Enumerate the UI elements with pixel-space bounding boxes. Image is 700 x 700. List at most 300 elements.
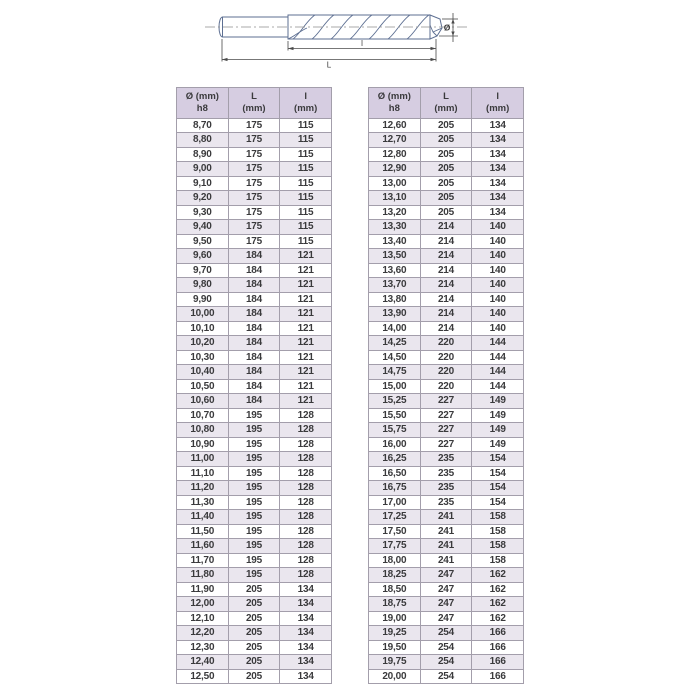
- table-cell: 149: [472, 408, 524, 423]
- table-cell: 14,00: [369, 321, 421, 336]
- table-row: [177, 524, 332, 539]
- table-cell: 121: [280, 350, 332, 365]
- table-cell: 175: [228, 205, 280, 220]
- table-row: [177, 336, 332, 351]
- table-row: [369, 524, 524, 539]
- table-cell: 149: [472, 423, 524, 438]
- table-cell: 235: [420, 481, 472, 496]
- table-cell: 17,25: [369, 510, 421, 525]
- table-cell: 134: [280, 640, 332, 655]
- table-cell: 214: [420, 263, 472, 278]
- table-cell: 121: [280, 292, 332, 307]
- table-cell: 205: [228, 582, 280, 597]
- table-row: [369, 321, 524, 336]
- table-row: [177, 539, 332, 554]
- table-cell: 11,40: [177, 510, 229, 525]
- table-row: [177, 278, 332, 293]
- table-cell: 214: [420, 220, 472, 235]
- table-cell: 184: [228, 394, 280, 409]
- table-cell: 12,60: [369, 118, 421, 133]
- table-cell: 17,75: [369, 539, 421, 554]
- table-cell: 205: [228, 626, 280, 641]
- table-row: [369, 133, 524, 148]
- table-row: [369, 669, 524, 684]
- table-cell: 195: [228, 553, 280, 568]
- table-cell: 13,00: [369, 176, 421, 191]
- table-row: [177, 452, 332, 467]
- table-row: [177, 307, 332, 322]
- table-cell: 121: [280, 321, 332, 336]
- table-cell: 214: [420, 292, 472, 307]
- table-cell: 214: [420, 321, 472, 336]
- table-cell: 12,90: [369, 162, 421, 177]
- table-cell: 158: [472, 553, 524, 568]
- table-cell: 9,80: [177, 278, 229, 293]
- table-cell: 134: [472, 191, 524, 206]
- table-cell: 14,50: [369, 350, 421, 365]
- table-cell: 235: [420, 452, 472, 467]
- table-cell: 195: [228, 437, 280, 452]
- table-cell: 18,25: [369, 568, 421, 583]
- table-cell: 205: [420, 205, 472, 220]
- table-row: [177, 495, 332, 510]
- table-cell: 184: [228, 292, 280, 307]
- table-cell: 235: [420, 466, 472, 481]
- table-row: [369, 205, 524, 220]
- table-row: [177, 640, 332, 655]
- table-row: [369, 611, 524, 626]
- table-cell: 205: [420, 176, 472, 191]
- table-cell: 16,75: [369, 481, 421, 496]
- table-row: [369, 466, 524, 481]
- table-cell: 14,25: [369, 336, 421, 351]
- table-cell: 10,30: [177, 350, 229, 365]
- col-header-flute-length: l (mm): [472, 88, 524, 119]
- table-cell: 10,10: [177, 321, 229, 336]
- table-cell: 175: [228, 191, 280, 206]
- table-row: [369, 495, 524, 510]
- table-cell: 166: [472, 626, 524, 641]
- table-row: [177, 597, 332, 612]
- table-cell: 149: [472, 437, 524, 452]
- table-cell: 10,70: [177, 408, 229, 423]
- table-cell: 214: [420, 307, 472, 322]
- table-cell: 195: [228, 452, 280, 467]
- table-row: [369, 118, 524, 133]
- table-row: [177, 234, 332, 249]
- col-header-overall-length: L (mm): [228, 88, 280, 119]
- table-cell: 15,75: [369, 423, 421, 438]
- table-cell: 254: [420, 626, 472, 641]
- table-cell: 13,80: [369, 292, 421, 307]
- table-cell: 184: [228, 307, 280, 322]
- table-cell: 195: [228, 510, 280, 525]
- table-cell: 214: [420, 249, 472, 264]
- table-cell: 134: [280, 597, 332, 612]
- table-cell: 18,50: [369, 582, 421, 597]
- table-cell: 227: [420, 394, 472, 409]
- table-cell: 13,90: [369, 307, 421, 322]
- table-cell: 12,70: [369, 133, 421, 148]
- table-row: [369, 452, 524, 467]
- table-cell: 134: [472, 205, 524, 220]
- table-cell: 184: [228, 321, 280, 336]
- table-cell: 140: [472, 249, 524, 264]
- table-cell: 9,30: [177, 205, 229, 220]
- table-cell: 20,00: [369, 669, 421, 684]
- table-cell: 128: [280, 539, 332, 554]
- table-row: [369, 626, 524, 641]
- table-row: [177, 220, 332, 235]
- table-cell: 205: [228, 611, 280, 626]
- table-cell: 149: [472, 394, 524, 409]
- drill-size-table-left: [176, 87, 332, 684]
- table-cell: 162: [472, 611, 524, 626]
- table-cell: 10,80: [177, 423, 229, 438]
- table-cell: 134: [280, 582, 332, 597]
- table-cell: 12,10: [177, 611, 229, 626]
- table-cell: 140: [472, 263, 524, 278]
- col-header-diameter-unit: Ø (mm): [185, 90, 219, 102]
- table-cell: 134: [472, 118, 524, 133]
- table-cell: 128: [280, 408, 332, 423]
- table-cell: 195: [228, 408, 280, 423]
- table-cell: 12,50: [177, 669, 229, 684]
- table-cell: 11,20: [177, 481, 229, 496]
- table-cell: 205: [420, 162, 472, 177]
- table-cell: 254: [420, 640, 472, 655]
- table-row: [369, 307, 524, 322]
- col-header-diameter: [177, 88, 229, 119]
- table-row: [177, 423, 332, 438]
- table-row: [177, 365, 332, 380]
- table-row: [177, 205, 332, 220]
- table-cell: 158: [472, 539, 524, 554]
- table-cell: 10,40: [177, 365, 229, 380]
- table-row: [177, 133, 332, 148]
- table-row: [369, 597, 524, 612]
- table-row: [177, 292, 332, 307]
- table-header-row: [369, 88, 524, 119]
- table-cell: 184: [228, 278, 280, 293]
- table-cell: 9,70: [177, 263, 229, 278]
- table-cell: 184: [228, 350, 280, 365]
- table-cell: 140: [472, 234, 524, 249]
- table-cell: 14,75: [369, 365, 421, 380]
- table-cell: 247: [420, 582, 472, 597]
- table-cell: 121: [280, 278, 332, 293]
- table-cell: 205: [420, 118, 472, 133]
- table-cell: 241: [420, 553, 472, 568]
- table-cell: 195: [228, 423, 280, 438]
- table-cell: 9,90: [177, 292, 229, 307]
- table-cell: 9,40: [177, 220, 229, 235]
- table-cell: 195: [228, 568, 280, 583]
- table-cell: 247: [420, 568, 472, 583]
- table-row: [177, 626, 332, 641]
- table-cell: 158: [472, 524, 524, 539]
- table-cell: 205: [228, 597, 280, 612]
- table-cell: 128: [280, 568, 332, 583]
- table-cell: 195: [228, 524, 280, 539]
- table-cell: 16,50: [369, 466, 421, 481]
- table-cell: 166: [472, 655, 524, 670]
- table-cell: 175: [228, 162, 280, 177]
- table-cell: 10,50: [177, 379, 229, 394]
- table-cell: 175: [228, 147, 280, 162]
- table-row: [177, 249, 332, 264]
- table-row: [177, 147, 332, 162]
- table-body-left: [177, 118, 332, 684]
- table-cell: 9,00: [177, 162, 229, 177]
- table-cell: 184: [228, 249, 280, 264]
- table-row: [177, 669, 332, 684]
- table-cell: 11,30: [177, 495, 229, 510]
- table-cell: 15,00: [369, 379, 421, 394]
- table-row: [177, 263, 332, 278]
- table-cell: 13,30: [369, 220, 421, 235]
- flute-length-label: l: [361, 39, 363, 48]
- table-cell: 154: [472, 452, 524, 467]
- table-cell: 18,75: [369, 597, 421, 612]
- table-row: [369, 481, 524, 496]
- table-row: [369, 655, 524, 670]
- table-row: [177, 510, 332, 525]
- table-cell: 8,90: [177, 147, 229, 162]
- table-cell: 13,20: [369, 205, 421, 220]
- table-row: [369, 336, 524, 351]
- table-cell: 134: [280, 669, 332, 684]
- table-cell: 227: [420, 408, 472, 423]
- table-row: [369, 191, 524, 206]
- table-cell: 13,70: [369, 278, 421, 293]
- table-cell: 115: [280, 162, 332, 177]
- table-cell: 235: [420, 495, 472, 510]
- table-cell: 121: [280, 249, 332, 264]
- table-cell: 195: [228, 481, 280, 496]
- table-cell: 15,50: [369, 408, 421, 423]
- table-cell: 254: [420, 655, 472, 670]
- table-cell: 128: [280, 452, 332, 467]
- table-cell: 121: [280, 307, 332, 322]
- table-cell: 128: [280, 510, 332, 525]
- table-cell: 128: [280, 495, 332, 510]
- table-cell: 8,80: [177, 133, 229, 148]
- col-header-diameter-tolerance: h8: [196, 102, 208, 114]
- table-row: [369, 394, 524, 409]
- table-row: [177, 655, 332, 670]
- table-cell: 184: [228, 336, 280, 351]
- table-cell: 205: [420, 133, 472, 148]
- table-cell: 184: [228, 365, 280, 380]
- table-cell: 241: [420, 539, 472, 554]
- table-cell: 144: [472, 379, 524, 394]
- table-cell: 15,25: [369, 394, 421, 409]
- table-row: [369, 350, 524, 365]
- table-cell: 19,50: [369, 640, 421, 655]
- table-row: [177, 350, 332, 365]
- table-row: [369, 147, 524, 162]
- table-cell: 115: [280, 220, 332, 235]
- table-row: [177, 191, 332, 206]
- table-row: [177, 437, 332, 452]
- table-cell: 121: [280, 379, 332, 394]
- table-row: [177, 408, 332, 423]
- table-cell: 134: [280, 611, 332, 626]
- table-cell: 12,30: [177, 640, 229, 655]
- table-body-right: [369, 118, 524, 684]
- table-cell: 128: [280, 481, 332, 496]
- table-cell: 121: [280, 365, 332, 380]
- table-header-row: [177, 88, 332, 119]
- table-cell: 195: [228, 466, 280, 481]
- table-cell: 134: [472, 133, 524, 148]
- table-cell: 115: [280, 234, 332, 249]
- table-cell: 140: [472, 292, 524, 307]
- drill-bit-diagram: [195, 3, 485, 69]
- table-cell: 11,90: [177, 582, 229, 597]
- table-cell: 140: [472, 321, 524, 336]
- table-row: [369, 220, 524, 235]
- table-cell: 140: [472, 278, 524, 293]
- table-row: [177, 466, 332, 481]
- table-cell: 11,60: [177, 539, 229, 554]
- table-cell: 16,00: [369, 437, 421, 452]
- table-cell: 13,40: [369, 234, 421, 249]
- table-cell: 175: [228, 176, 280, 191]
- table-cell: 162: [472, 597, 524, 612]
- table-row: [369, 553, 524, 568]
- table-cell: 128: [280, 437, 332, 452]
- table-cell: 13,60: [369, 263, 421, 278]
- table-cell: 19,25: [369, 626, 421, 641]
- table-cell: 175: [228, 234, 280, 249]
- table-cell: 241: [420, 524, 472, 539]
- table-row: [369, 292, 524, 307]
- drill-size-table-right: [368, 87, 524, 684]
- table-cell: 17,00: [369, 495, 421, 510]
- table-cell: 128: [280, 423, 332, 438]
- table-cell: 205: [228, 669, 280, 684]
- table-cell: 247: [420, 611, 472, 626]
- col-header-flute-length: l (mm): [280, 88, 332, 119]
- table-cell: 17,50: [369, 524, 421, 539]
- table-row: [177, 162, 332, 177]
- table-cell: 128: [280, 466, 332, 481]
- table-cell: 227: [420, 423, 472, 438]
- table-cell: 175: [228, 133, 280, 148]
- table-cell: 214: [420, 234, 472, 249]
- table-row: [177, 553, 332, 568]
- table-cell: 12,00: [177, 597, 229, 612]
- table-cell: 220: [420, 336, 472, 351]
- table-cell: 247: [420, 597, 472, 612]
- table-cell: 121: [280, 394, 332, 409]
- table-cell: 220: [420, 350, 472, 365]
- table-row: [369, 539, 524, 554]
- table-row: [369, 162, 524, 177]
- table-cell: 134: [280, 626, 332, 641]
- table-cell: 115: [280, 191, 332, 206]
- table-cell: 121: [280, 336, 332, 351]
- overall-length-label: L: [326, 60, 332, 69]
- table-cell: 12,40: [177, 655, 229, 670]
- table-cell: 162: [472, 568, 524, 583]
- table-row: [369, 379, 524, 394]
- table-row: [177, 394, 332, 409]
- table-cell: 12,20: [177, 626, 229, 641]
- table-cell: 144: [472, 350, 524, 365]
- table-cell: 9,60: [177, 249, 229, 264]
- table-row: [177, 176, 332, 191]
- table-row: [177, 611, 332, 626]
- table-cell: 19,00: [369, 611, 421, 626]
- table-cell: 134: [280, 655, 332, 670]
- table-cell: 184: [228, 263, 280, 278]
- table-cell: 195: [228, 495, 280, 510]
- table-cell: 158: [472, 510, 524, 525]
- table-row: [369, 510, 524, 525]
- table-cell: 12,80: [369, 147, 421, 162]
- col-header-overall-length: L (mm): [420, 88, 472, 119]
- table-cell: 19,75: [369, 655, 421, 670]
- table-cell: 11,70: [177, 553, 229, 568]
- table-row: [177, 582, 332, 597]
- table-row: [369, 568, 524, 583]
- table-cell: 241: [420, 510, 472, 525]
- table-cell: 11,00: [177, 452, 229, 467]
- table-cell: 140: [472, 220, 524, 235]
- table-cell: 162: [472, 582, 524, 597]
- table-cell: 144: [472, 365, 524, 380]
- table-cell: 115: [280, 176, 332, 191]
- table-row: [369, 278, 524, 293]
- table-cell: 10,00: [177, 307, 229, 322]
- table-cell: 140: [472, 307, 524, 322]
- table-cell: 205: [228, 655, 280, 670]
- table-cell: 154: [472, 495, 524, 510]
- table-row: [177, 321, 332, 336]
- table-cell: 128: [280, 553, 332, 568]
- table-cell: 115: [280, 147, 332, 162]
- table-row: [369, 263, 524, 278]
- table-cell: 166: [472, 640, 524, 655]
- table-cell: 11,10: [177, 466, 229, 481]
- table-cell: 220: [420, 365, 472, 380]
- table-cell: 18,00: [369, 553, 421, 568]
- table-cell: 9,10: [177, 176, 229, 191]
- table-cell: 115: [280, 205, 332, 220]
- table-cell: 254: [420, 669, 472, 684]
- table-cell: 10,20: [177, 336, 229, 351]
- table-cell: 220: [420, 379, 472, 394]
- table-cell: 10,90: [177, 437, 229, 452]
- table-row: [369, 249, 524, 264]
- table-cell: 11,80: [177, 568, 229, 583]
- table-cell: 134: [472, 162, 524, 177]
- table-row: [177, 379, 332, 394]
- table-cell: 134: [472, 176, 524, 191]
- table-row: [177, 481, 332, 496]
- table-cell: 13,10: [369, 191, 421, 206]
- table-cell: 205: [420, 191, 472, 206]
- table-cell: 128: [280, 524, 332, 539]
- table-cell: 154: [472, 481, 524, 496]
- table-cell: 115: [280, 133, 332, 148]
- table-cell: 205: [228, 640, 280, 655]
- table-row: [369, 423, 524, 438]
- table-row: [369, 437, 524, 452]
